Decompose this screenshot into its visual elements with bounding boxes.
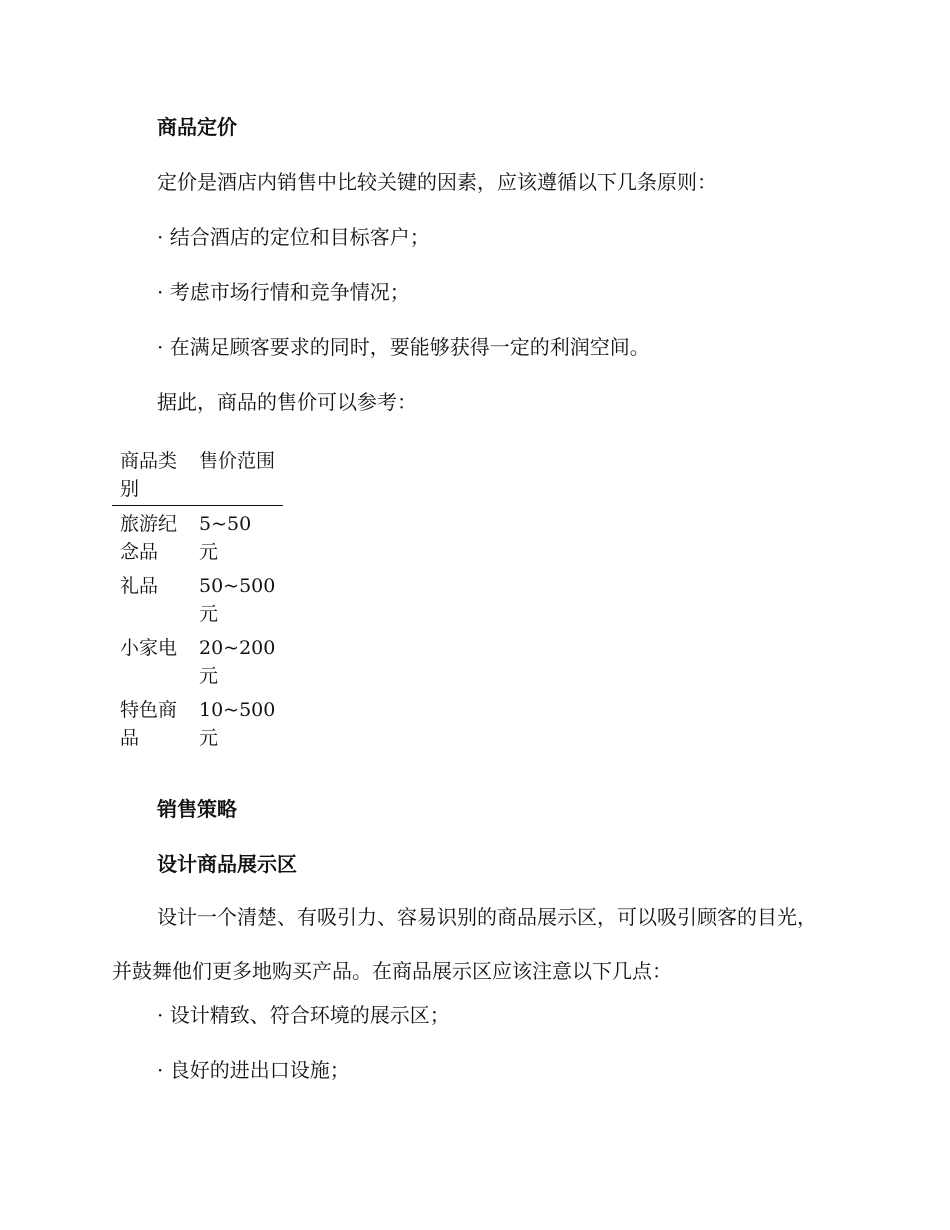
table-header-price: 售价范围: [191, 447, 283, 506]
display-heading: 设计商品展示区: [157, 852, 297, 876]
price-table: [112, 447, 283, 754]
table-cell-price: 5~50 元: [199, 513, 252, 563]
table-header-row: [112, 447, 283, 506]
price-reference-intro: 据此，商品的售价可以参考：: [157, 390, 417, 414]
table-row: [112, 506, 283, 569]
pricing-heading: 商品定价: [157, 115, 237, 139]
table-cell-category: 礼品: [120, 575, 159, 597]
display-point-1: · 设计精致、符合环境的展示区；: [157, 1003, 450, 1027]
table-row: [112, 692, 283, 754]
table-header-category: 商品类别: [112, 447, 191, 506]
table-cell-category: 旅游纪念品: [120, 513, 178, 563]
table-cell-price: 10~500 元: [199, 699, 276, 749]
pricing-principle-2: · 考虑市场行情和竞争情况；: [157, 280, 410, 304]
table-cell-category: 特色商品: [120, 699, 178, 749]
table-cell-price: 50~500 元: [199, 575, 276, 625]
table-cell-price: 20~200 元: [199, 637, 276, 687]
display-paragraph: 设计一个清楚、有吸引力、容易识别的商品展示区，可以吸引顾客的目光，并鼓舞他们更多地购买产品。在商品展示区应该注意以下几点：: [112, 905, 817, 983]
pricing-principle-3: · 在满足顾客要求的同时，要能够获得一定的利润空间。: [157, 335, 650, 359]
sales-strategy-heading: 销售策略: [157, 797, 237, 821]
table-cell-category: 小家电: [120, 637, 178, 659]
table-row: [112, 630, 283, 692]
table-row: [112, 568, 283, 630]
pricing-intro: 定价是酒店内销售中比较关键的因素，应该遵循以下几条原则：: [157, 170, 717, 194]
pricing-principle-1: · 结合酒店的定位和目标客户；: [157, 225, 430, 249]
display-point-2: · 良好的进出口设施；: [157, 1058, 350, 1082]
